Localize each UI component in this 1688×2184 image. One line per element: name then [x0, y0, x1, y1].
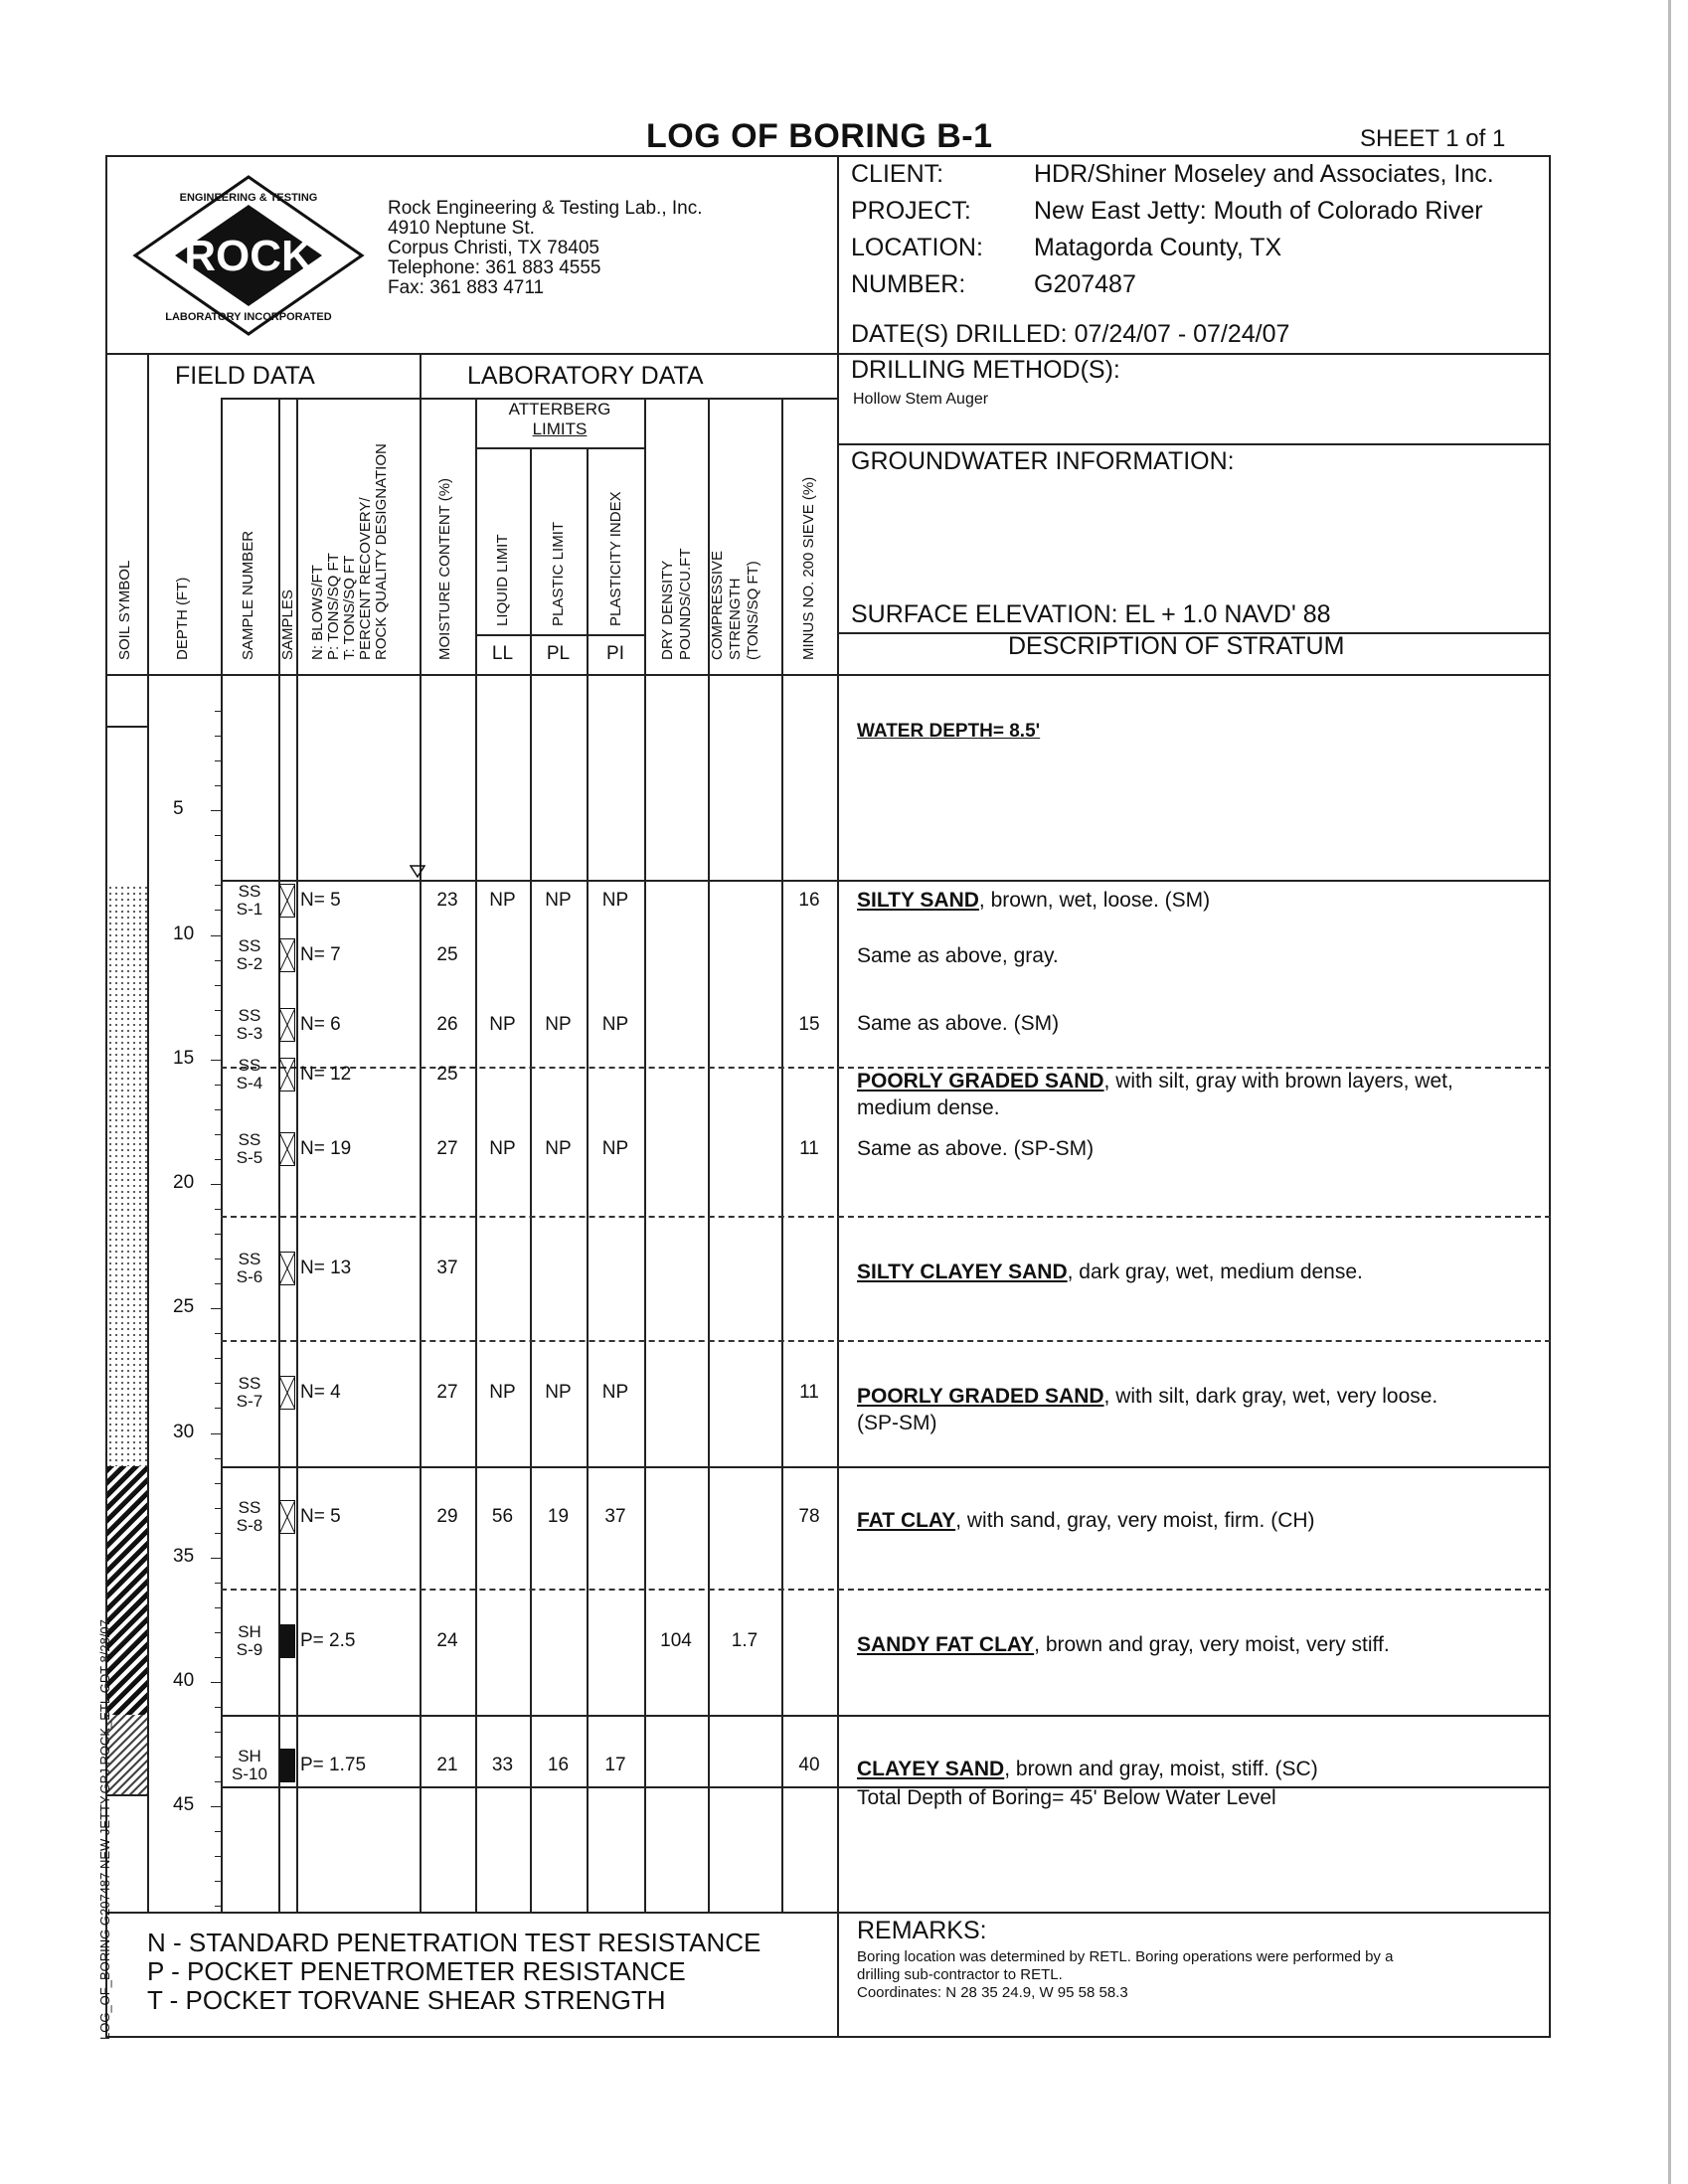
water-depth-text: WATER DEPTH= 8.5' — [857, 721, 1041, 742]
legend-p: P - POCKET PENETROMETER RESISTANCE — [147, 1956, 686, 1986]
depth-tick — [211, 810, 221, 811]
moisture-cell: 27 — [436, 1138, 458, 1159]
dates-drilled: DATE(S) DRILLED: 07/24/07 - 07/24/07 — [851, 320, 1290, 348]
company-phone: Telephone: 361 883 4555 — [388, 257, 601, 278]
stratum-description — [857, 1507, 1543, 1535]
sample-type: SS — [238, 1374, 261, 1393]
client-label: CLIENT: — [851, 160, 944, 188]
samples-header: SAMPLES — [279, 589, 296, 660]
compressive-header-1: COMPRESSIVE — [709, 550, 726, 660]
project-value: New East Jetty: Mouth of Colorado River — [1034, 197, 1483, 225]
number-label: NUMBER: — [851, 270, 966, 298]
depth-tick — [215, 760, 221, 761]
remarks-line3: Coordinates: N 28 35 24.9, W 95 58 58.3 — [857, 1984, 1128, 2001]
minus200-cell: 15 — [798, 1014, 820, 1035]
info-divider — [837, 155, 839, 2038]
stratum-name: CLAYEY SAND — [857, 1758, 1005, 1780]
moisture-cell: 24 — [436, 1630, 458, 1651]
stratum-description — [857, 1410, 1543, 1437]
stratum-dashed-line — [221, 1340, 1551, 1342]
test-value: P= 2.5 — [300, 1630, 356, 1651]
test-value: N= 5 — [300, 1506, 341, 1527]
liquid-limit-header: LIQUID LIMIT — [494, 534, 511, 626]
sample-type: SS — [238, 1130, 261, 1149]
sample-number: S-10 — [232, 1764, 267, 1783]
atterberg-header — [475, 400, 644, 439]
test-value: N= 7 — [300, 944, 341, 965]
sample-type: SH — [238, 1622, 261, 1641]
field-data-header: FIELD DATA — [175, 362, 315, 390]
compressive-header-3: (TONS/SQ FT) — [745, 561, 761, 660]
number-value: G207487 — [1034, 270, 1136, 298]
stratum-detail: , with sand, gray, very moist, firm. (CH) — [955, 1509, 1315, 1532]
depth-header: DEPTH (FT) — [174, 577, 191, 660]
depth-tick — [215, 1483, 221, 1484]
depth-label: 40 — [173, 1670, 195, 1691]
page-title: LOG OF BORING B-1 — [646, 117, 993, 155]
depth-tick — [215, 1109, 221, 1110]
stratum-description — [857, 1756, 1543, 1783]
moisture-cell: 23 — [436, 890, 458, 911]
stratum-detail: , brown and gray, very moist, very stiff. — [1034, 1633, 1390, 1656]
depth-tick — [211, 1558, 221, 1559]
plasticity-index-cell: NP — [601, 890, 629, 911]
drilling-method-value: Hollow Stem Auger — [853, 391, 989, 408]
moisture-cell: 37 — [436, 1258, 458, 1278]
compressive-header-2: STRENGTH — [727, 578, 744, 660]
depth-tick — [211, 1433, 221, 1434]
blows-header-1: N: BLOWS/FT — [309, 565, 326, 660]
depth-tick — [211, 1682, 221, 1683]
drill-divider — [837, 443, 1551, 445]
liquid-limit-cell: NP — [489, 1014, 516, 1035]
dry-density-header-2: POUNDS/CU.FT — [677, 548, 694, 660]
depth-tick — [211, 1184, 221, 1185]
moisture-cell: 21 — [436, 1755, 458, 1775]
liquid-limit-cell: 33 — [491, 1755, 514, 1775]
scan-edge — [1668, 0, 1671, 2184]
col-n-moisture — [420, 353, 422, 1912]
sample-number: S-9 — [236, 1640, 263, 1659]
depth-tick — [215, 1358, 221, 1359]
stratum-description — [857, 1259, 1543, 1286]
stratum-name: FAT CLAY — [857, 1509, 956, 1532]
depth-tick — [215, 1906, 221, 1907]
col-samples-n — [296, 398, 298, 1912]
plasticity-index-cell: 37 — [604, 1506, 626, 1527]
soil-symbol-silty-sand — [107, 885, 147, 1466]
header-divider — [105, 353, 837, 355]
legend-n: N - STANDARD PENETRATION TEST RESISTANCE — [147, 1928, 761, 1957]
plastic-limit-cell: 19 — [547, 1506, 570, 1527]
split-spoon-sample-icon — [279, 1252, 295, 1285]
split-spoon-sample-icon — [279, 1132, 295, 1166]
atterberg-divider — [475, 447, 644, 449]
depth-tick — [215, 1881, 221, 1882]
depth-tick — [211, 935, 221, 936]
liquid-limit-cell: NP — [489, 890, 516, 911]
minus200-header: MINUS NO. 200 SIEVE (%) — [800, 476, 817, 660]
test-value: N= 12 — [300, 1064, 352, 1085]
stratum-line — [221, 1786, 837, 1788]
legend-t: T - POCKET TORVANE SHEAR STRENGTH — [147, 1985, 666, 2015]
stratum-description — [857, 887, 1543, 915]
soil-bottom-rule — [107, 1794, 147, 1796]
split-spoon-sample-icon — [279, 938, 295, 972]
depth-tick — [215, 1707, 221, 1708]
depth-tick — [215, 1831, 221, 1832]
depth-tick — [215, 1458, 221, 1459]
water-level-marker — [410, 865, 425, 879]
stratum-description — [857, 1631, 1543, 1659]
sample-number: S-4 — [236, 1074, 263, 1092]
depth-tick — [215, 785, 221, 786]
sheet-number: SHEET 1 of 1 — [1360, 125, 1506, 152]
sample-type: SS — [238, 1250, 261, 1268]
depth-tick — [211, 1806, 221, 1807]
compressive-strength-cell: 1.7 — [731, 1630, 759, 1651]
ll-abbrev: LL — [491, 643, 514, 664]
company-logo — [129, 171, 368, 340]
plastic-limit-cell: NP — [545, 1014, 572, 1035]
split-spoon-sample-icon — [279, 1500, 295, 1534]
stratum-line — [221, 1715, 1551, 1717]
company-address2: Corpus Christi, TX 78405 — [388, 238, 599, 258]
logo-text: ROCK — [184, 232, 313, 280]
moisture-header: MOISTURE CONTENT (%) — [436, 477, 453, 660]
laboratory-data-header: LABORATORY DATA — [467, 362, 704, 390]
remarks-line2: drilling sub-contractor to RETL. — [857, 1966, 1063, 1983]
stratum-name: SANDY FAT CLAY — [857, 1633, 1035, 1656]
depth-tick — [215, 1607, 221, 1608]
shelby-tube-sample-icon — [279, 1749, 295, 1782]
moisture-cell: 29 — [436, 1506, 458, 1527]
sample-number: S-8 — [236, 1516, 263, 1535]
stratum-dashed-line — [221, 1589, 1551, 1591]
remarks-line1: Boring location was determined by RETL. Boring operations were performed by a — [857, 1948, 1394, 1965]
plastic-limit-cell: NP — [545, 890, 572, 911]
stratum-detail: medium dense. — [857, 1096, 1000, 1119]
depth-tick — [215, 1732, 221, 1733]
stratum-detail: Same as above. (SM) — [857, 1012, 1060, 1035]
depth-label: 5 — [173, 798, 184, 820]
ll-pl-pi-divider — [475, 634, 644, 636]
test-value: N= 13 — [300, 1258, 352, 1278]
legend-divider — [105, 1912, 1551, 1914]
stratum-detail: , brown, wet, loose. (SM) — [978, 889, 1211, 912]
plastic-limit-cell: NP — [545, 1382, 572, 1403]
depth-label: 30 — [173, 1421, 195, 1442]
stratum-detail: , dark gray, wet, medium dense. — [1067, 1260, 1363, 1283]
stratum-line — [221, 880, 1551, 882]
stratum-detail: (SP-SM) — [857, 1412, 937, 1434]
sample-number: S-7 — [236, 1392, 263, 1411]
plasticity-index-header: PLASTICITY INDEX — [607, 491, 624, 626]
depth-tick — [215, 1209, 221, 1210]
moisture-cell: 25 — [436, 1064, 458, 1085]
minus200-cell: 78 — [798, 1506, 820, 1527]
depth-label: 45 — [173, 1794, 195, 1816]
depth-label: 25 — [173, 1296, 195, 1318]
stratum-dashed-line — [221, 1216, 1551, 1218]
description-header: DESCRIPTION OF STRATUM — [1008, 632, 1345, 660]
liquid-limit-cell: 56 — [491, 1506, 514, 1527]
plastic-limit-cell: 16 — [547, 1755, 570, 1775]
plasticity-index-cell: NP — [601, 1138, 629, 1159]
sample-number: S-1 — [236, 900, 263, 919]
plasticity-index-cell: 17 — [604, 1755, 626, 1775]
dates-divider — [837, 353, 1551, 355]
sample-number: S-6 — [236, 1267, 263, 1286]
test-value: N= 6 — [300, 1014, 341, 1035]
soil-symbol-fat-clay — [107, 1466, 147, 1715]
depth-tick — [211, 1060, 221, 1061]
drilling-method-label: DRILLING METHOD(S): — [851, 356, 1120, 384]
blows-header-3: T: TONS/SQ FT — [341, 555, 358, 660]
sample-type: SH — [238, 1747, 261, 1765]
soil-symbol-clayey-sand — [107, 1715, 147, 1794]
pl-abbrev: PL — [546, 643, 571, 664]
company-name: Rock Engineering & Testing Lab., Inc. — [388, 198, 703, 219]
depth-tick — [215, 1234, 221, 1235]
client-value: HDR/Shiner Moseley and Associates, Inc. — [1034, 160, 1494, 188]
logo-ring-top: ENGINEERING & TESTING — [179, 192, 318, 204]
sample-type: SS — [238, 936, 261, 955]
sample-type: SS — [238, 882, 261, 901]
depth-tick — [215, 835, 221, 836]
stratum-description — [857, 1784, 1543, 1812]
remarks-text — [857, 1948, 1393, 2002]
stratum-line — [221, 1466, 1551, 1468]
sample-number: S-3 — [236, 1024, 263, 1043]
side-print: LOG_OF_BORING G207487 NEW JETTY.GPJ ROCK_ETL.GDT 8/28/07 — [97, 1619, 112, 2040]
test-value: N= 5 — [300, 890, 341, 911]
blows-header-2: P: TONS/SQ FT — [325, 553, 342, 660]
legend — [147, 1929, 760, 2015]
depth-tick — [215, 1856, 221, 1857]
location-value: Matagorda County, TX — [1034, 234, 1282, 261]
location-label: LOCATION: — [851, 234, 983, 261]
col-pi-dry — [644, 398, 646, 1912]
moisture-cell: 26 — [436, 1014, 458, 1035]
project-label: PROJECT: — [851, 197, 971, 225]
minus200-cell: 11 — [799, 1138, 819, 1159]
minus200-cell: 11 — [799, 1382, 819, 1403]
atterberg-line2: LIMITS — [532, 420, 588, 438]
stratum-detail: , with silt, dark gray, wet, very loose. — [1103, 1385, 1438, 1408]
minus200-cell: 16 — [798, 890, 820, 911]
depth-tick — [215, 711, 221, 712]
stratum-description — [857, 1010, 1543, 1038]
plastic-limit-cell: NP — [545, 1138, 572, 1159]
depth-tick — [215, 736, 221, 737]
dry-density-cell: 104 — [660, 1630, 692, 1651]
groundwater-label: GROUNDWATER INFORMATION: — [851, 447, 1235, 475]
moisture-cell: 25 — [436, 944, 458, 965]
company-fax: Fax: 361 883 4711 — [388, 277, 545, 298]
depth-label: 20 — [173, 1172, 195, 1193]
atterberg-line1: ATTERBERG — [508, 400, 611, 419]
test-value: P= 1.75 — [300, 1755, 367, 1775]
stratum-name: POORLY GRADED SAND — [857, 1385, 1104, 1408]
test-value: N= 4 — [300, 1382, 341, 1403]
plasticity-index-cell: NP — [601, 1382, 629, 1403]
depth-label: 15 — [173, 1047, 195, 1069]
stratum-detail: , with silt, gray with brown layers, wet, — [1103, 1070, 1453, 1092]
plasticity-index-cell: NP — [601, 1014, 629, 1035]
stratum-description — [857, 1094, 1543, 1122]
col-ll-pl — [530, 447, 532, 1912]
logo-ring-bottom: LABORATORY INCORPORATED — [165, 311, 332, 323]
liquid-limit-cell: NP — [489, 1138, 516, 1159]
stratum-name: SILTY CLAYEY SAND — [857, 1260, 1068, 1283]
company-address1: 4910 Neptune St. — [388, 218, 535, 239]
stratum-detail: Same as above, gray. — [857, 944, 1059, 967]
remarks-label: REMARKS: — [857, 1917, 987, 1944]
stratum-description — [857, 1383, 1543, 1411]
pi-abbrev: PI — [606, 643, 624, 664]
depth-label: 35 — [173, 1545, 195, 1567]
surface-elevation: SURFACE ELEVATION: EL + 1.0 NAVD' 88 — [851, 600, 1331, 628]
blows-header-5: ROCK QUALITY DESIGNATION — [373, 443, 390, 660]
dry-density-header-1: DRY DENSITY — [659, 560, 676, 660]
moisture-cell: 27 — [436, 1382, 458, 1403]
split-spoon-sample-icon — [279, 884, 295, 918]
col-soil-depth — [147, 353, 149, 1912]
depth-tick — [215, 860, 221, 861]
company-info — [388, 199, 703, 298]
stratum-detail: , brown and gray, moist, stiff. (SC) — [1004, 1758, 1318, 1780]
soil-symbol-rule — [105, 726, 147, 728]
sample-type: SS — [238, 1498, 261, 1517]
water-depth-note — [857, 718, 1040, 746]
depth-tick — [215, 985, 221, 986]
minus200-cell: 40 — [798, 1755, 820, 1775]
liquid-limit-cell: NP — [489, 1382, 516, 1403]
plastic-limit-header: PLASTIC LIMIT — [550, 521, 567, 626]
table-header-divider — [105, 674, 1551, 676]
blows-header-4: PERCENT RECOVERY/ — [357, 497, 374, 660]
stratum-detail: Same as above. (SP-SM) — [857, 1137, 1095, 1160]
sample-number: S-5 — [236, 1148, 263, 1167]
stratum-description — [857, 942, 1543, 970]
split-spoon-sample-icon — [279, 1376, 295, 1410]
sample-number-header: SAMPLE NUMBER — [240, 530, 256, 660]
test-value: N= 19 — [300, 1138, 352, 1159]
stratum-description — [857, 1135, 1543, 1163]
shelby-tube-sample-icon — [279, 1624, 295, 1658]
stratum-detail: Total Depth of Boring= 45' Below Water Level — [857, 1786, 1276, 1809]
depth-tick — [211, 1308, 221, 1309]
depth-label: 10 — [173, 923, 195, 944]
sample-number: S-2 — [236, 954, 263, 973]
soil-symbol-header: SOIL SYMBOL — [116, 560, 133, 660]
depth-tick — [215, 1583, 221, 1584]
sample-type: SS — [238, 1056, 261, 1075]
col-pl-pi — [587, 447, 589, 1912]
split-spoon-sample-icon — [279, 1008, 295, 1042]
stratum-description — [857, 1068, 1543, 1095]
depth-tick — [215, 1333, 221, 1334]
stratum-name: SILTY SAND — [857, 889, 979, 912]
stratum-name: POORLY GRADED SAND — [857, 1070, 1104, 1092]
split-spoon-sample-icon — [279, 1058, 295, 1092]
sample-type: SS — [238, 1006, 261, 1025]
